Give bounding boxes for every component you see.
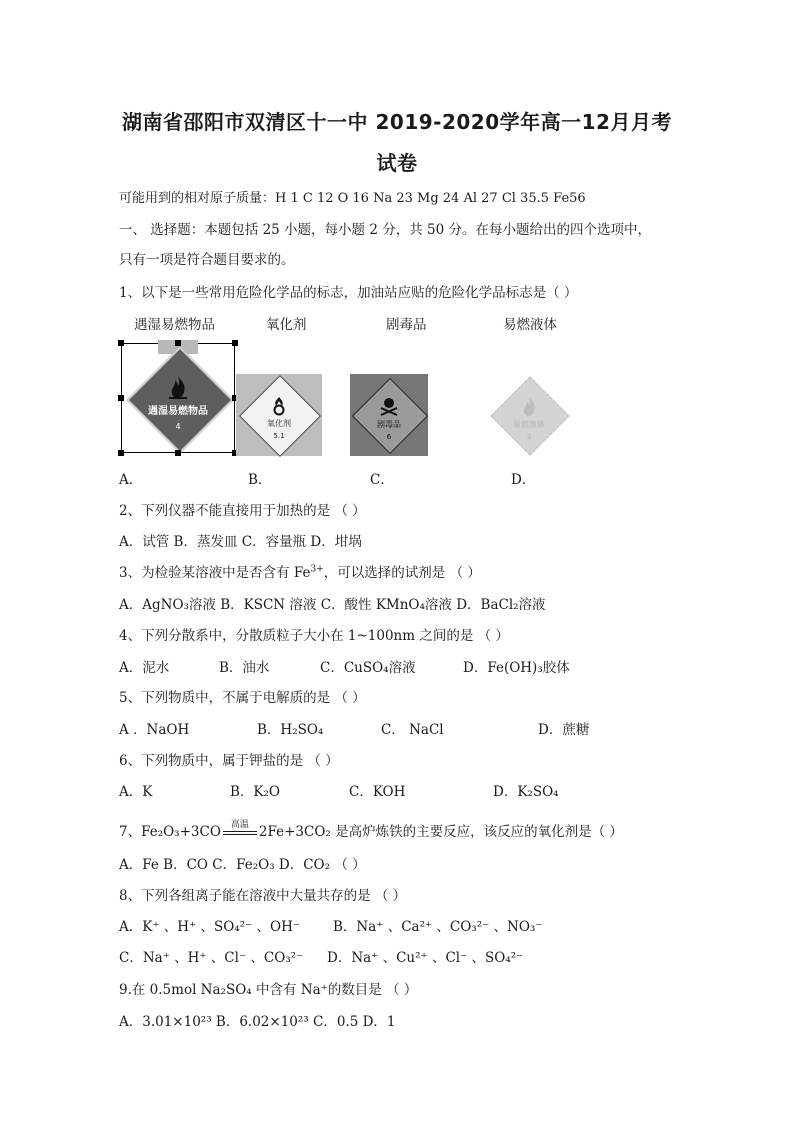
q4-stem: 4、下列分散系中，分散质粒子大小在 1~100nm 之间的是 （ ） <box>119 628 509 644</box>
q1-caption-b: 氧化剂 <box>266 317 307 333</box>
q9-stem: 9.在 0.5mol Na₂SO₄ 中含有 Na⁺的数目是 （ ） <box>119 982 418 998</box>
q8-option-c[interactable]: C．Na⁺ 、H⁺ 、Cl⁻ 、CO₃²⁻ <box>119 950 304 966</box>
q4-option-a[interactable]: A．泥水 <box>119 660 170 676</box>
q7-options[interactable]: A．Fe B．CO C．Fe₂O₃ D．CO₂ （ ） <box>119 857 366 873</box>
q2-options[interactable]: A．试管 B．蒸发皿 C．容量瓶 D．坩埚 <box>119 534 362 550</box>
q1-caption-d: 易燃液体 <box>503 317 557 333</box>
atomic-masses: 可能用到的相对原子质量：H 1 C 12 O 16 Na 23 Mg 24 Al 27 Cl 35.5 Fe56 <box>119 191 586 206</box>
resize-handle[interactable] <box>232 340 238 346</box>
skull-crossbones-icon <box>378 396 400 416</box>
q5-option-a[interactable]: A ．NaOH <box>119 722 190 738</box>
resize-handle[interactable] <box>118 340 124 346</box>
q1-caption-c: 剧毒品 <box>386 317 427 333</box>
q3-stem: 3、为检验某溶液中是否含有 $Fe^{3+}$，可以选择的试剂是 （ ） <box>119 564 481 581</box>
resize-handle[interactable] <box>175 450 181 456</box>
sign-c-label: 剧毒品 <box>377 420 401 429</box>
resize-handle[interactable] <box>118 395 124 401</box>
q4-option-b[interactable]: B．油水 <box>219 660 270 676</box>
section-intro-line2: 只有一项是符合题目要求的。 <box>119 252 295 268</box>
q1-option-c[interactable]: C． <box>370 472 394 488</box>
exam-title-line2: 试卷 <box>376 151 418 175</box>
q6-stem: 6、下列物质中，属于钾盐的是 （ ） <box>119 753 339 769</box>
flame-icon <box>519 396 539 418</box>
q8-stem: 8、下列各组离子能在溶液中大量共存的是 （ ） <box>119 888 407 904</box>
sign-a-number: 4 <box>175 422 181 431</box>
oxidizer-icon <box>269 396 289 416</box>
q5-option-b[interactable]: B．H₂SO₄ <box>257 722 324 738</box>
hazard-sign-a[interactable] <box>121 343 235 453</box>
q6-option-b[interactable]: B．K₂O <box>230 784 280 800</box>
q8-option-d[interactable]: D．Na⁺ 、Cu²⁺ 、Cl⁻ 、SO₄²⁻ <box>327 950 524 966</box>
q8-option-a[interactable]: A．K⁺ 、H⁺ 、SO₄²⁻ 、OH⁻ <box>119 919 300 935</box>
reaction-condition-arrow: 高温 <box>221 826 259 840</box>
q1-option-b[interactable]: B． <box>248 472 272 488</box>
sign-a-label: 遇湿易燃物品 <box>148 406 208 417</box>
q4-option-c[interactable]: C．CuSO₄溶液 <box>320 660 416 676</box>
sign-b-label: 氧化剂 <box>267 419 291 428</box>
hazard-sign-b <box>236 374 322 456</box>
q4-option-d[interactable]: D．Fe(OH)₃胶体 <box>463 660 570 676</box>
resize-handle[interactable] <box>175 340 181 346</box>
q5-stem: 5、下列物质中，不属于电解质的是 （ ） <box>119 690 366 706</box>
q1-option-d[interactable]: D． <box>511 472 536 488</box>
hazard-sign-c <box>350 374 428 456</box>
q2-stem: 2、下列仪器不能直接用于加热的是 （ ） <box>119 503 366 519</box>
q5-option-c[interactable]: C． NaCl <box>381 722 444 738</box>
q6-option-d[interactable]: D．K₂SO₄ <box>493 784 559 800</box>
sign-b-number: 5.1 <box>273 432 285 440</box>
q7-stem: 7、Fe₂O₃+3CO 高温 2Fe+3CO₂ 是高炉炼铁的主要反应，该反应的氧化剂是（ ） <box>119 819 623 840</box>
exam-title-line1: 湖南省邵阳市双清区十一中 2019-2020学年高一12月月考 <box>122 110 672 134</box>
sign-d-label: 易燃液体 <box>513 420 545 429</box>
q1-stem: 1、以下是一些常用危险化学品的标志，加油站应贴的危险化学品标志是（ ） <box>119 285 578 301</box>
q5-option-d[interactable]: D．蔗糖 <box>538 722 590 738</box>
sign-c-number: 6 <box>386 433 392 441</box>
resize-handle[interactable] <box>118 450 124 456</box>
flame-icon <box>164 374 192 400</box>
q8-option-b[interactable]: B．Na⁺ 、Ca²⁺ 、CO₃²⁻ 、NO₃⁻ <box>333 919 543 935</box>
sign-d-number: 3 <box>526 433 532 441</box>
q3-options[interactable]: A．AgNO₃溶液 B．KSCN 溶液 C．酸性 KMnO₄溶液 D．BaCl₂溶液 <box>119 597 546 613</box>
q6-option-a[interactable]: A．K <box>119 784 153 800</box>
q1-option-a[interactable]: A． <box>119 472 143 488</box>
q1-caption-a: 遇湿易燃物品 <box>134 317 215 333</box>
hazard-sign-d <box>487 374 571 456</box>
section-intro-line1: 一、 选择题：本题包括 25 小题，每小题 2 分，共 50 分。在每小题给出的四个选项中， <box>119 222 651 238</box>
q9-options[interactable]: A．3.01×10²³ B．6.02×10²³ C．0.5 D．1 <box>119 1014 396 1030</box>
q6-option-c[interactable]: C．KOH <box>349 784 406 800</box>
